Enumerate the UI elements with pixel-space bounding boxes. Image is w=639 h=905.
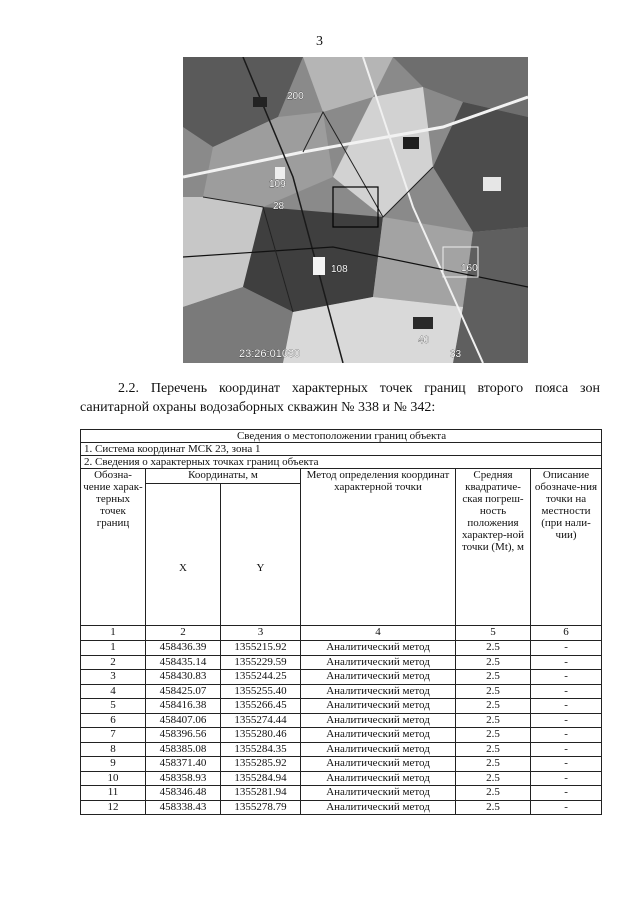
method: Аналитический метод	[301, 800, 456, 815]
description: -	[531, 699, 602, 714]
coordinate-system-row	[81, 443, 602, 456]
table-row	[81, 655, 602, 670]
table-title: Сведения о местоположении границ объекта	[81, 430, 602, 443]
table-row	[81, 699, 602, 714]
point-number: 11	[81, 786, 146, 801]
coord-x: 458385.08	[146, 742, 221, 757]
coord-x: 458430.83	[146, 670, 221, 685]
accuracy: 2.5	[456, 713, 531, 728]
point-number: 2	[81, 655, 146, 670]
table-row	[81, 757, 602, 772]
accuracy: 2.5	[456, 641, 531, 656]
header-accuracy: Средняя квадратиче-ская погреш-ность положения характер-ной точки (Mt), м	[456, 469, 531, 626]
accuracy: 2.5	[456, 757, 531, 772]
header-designation: Обозна-чение харак-терных точек границ	[81, 469, 146, 626]
point-number: 9	[81, 757, 146, 772]
coord-x: 458396.56	[146, 728, 221, 743]
parcel-label: 160	[461, 263, 478, 274]
table-row	[81, 786, 602, 801]
method: Аналитический метод	[301, 728, 456, 743]
coord-x: 458358.93	[146, 771, 221, 786]
description: -	[531, 684, 602, 699]
coord-x: 458346.48	[146, 786, 221, 801]
coord-x: 458371.40	[146, 757, 221, 772]
header-description: Описание обозначе-ния точки на местности (при нали-чии)	[531, 469, 602, 626]
cadastral-number-label: 23:26:01030	[239, 348, 301, 360]
point-number: 10	[81, 771, 146, 786]
coord-y: 1355284.94	[221, 771, 301, 786]
header-coordinates: Координаты, м	[146, 469, 301, 484]
method: Аналитический метод	[301, 670, 456, 685]
method: Аналитический метод	[301, 641, 456, 656]
point-number: 5	[81, 699, 146, 714]
accuracy: 2.5	[456, 742, 531, 757]
coord-x: 458435.14	[146, 655, 221, 670]
coord-x: 458425.07	[146, 684, 221, 699]
table-row	[81, 742, 602, 757]
method: Аналитический метод	[301, 771, 456, 786]
table-row	[81, 713, 602, 728]
aerial-map-image	[183, 57, 528, 363]
coord-y: 1355266.45	[221, 699, 301, 714]
method: Аналитический метод	[301, 655, 456, 670]
accuracy: 2.5	[456, 684, 531, 699]
coord-y: 1355229.59	[221, 655, 301, 670]
header-y: Y	[221, 484, 301, 626]
coord-x: 458338.43	[146, 800, 221, 815]
coord-x: 458407.06	[146, 713, 221, 728]
table-body	[81, 641, 602, 815]
coord-y: 1355244.25	[221, 670, 301, 685]
description: -	[531, 786, 602, 801]
method: Аналитический метод	[301, 757, 456, 772]
table-row	[81, 670, 602, 685]
column-number-row	[81, 626, 602, 641]
coord-y: 1355285.92	[221, 757, 301, 772]
coord-y: 1355280.46	[221, 728, 301, 743]
header-x: X	[146, 484, 221, 626]
points-info-row	[81, 456, 602, 469]
description: -	[531, 655, 602, 670]
header-method: Метод определения координат характерной точки	[301, 469, 456, 626]
description: -	[531, 771, 602, 786]
accuracy: 2.5	[456, 655, 531, 670]
parcel-label: 200	[287, 91, 304, 102]
table-row	[81, 800, 602, 815]
column-number: 5	[456, 626, 531, 641]
header-row	[81, 469, 602, 484]
parcel-label: 28	[273, 201, 285, 212]
table-row	[81, 771, 602, 786]
coordinate-system: 1. Система координат МСК 23, зона 1	[81, 443, 602, 456]
method: Аналитический метод	[301, 713, 456, 728]
method: Аналитический метод	[301, 742, 456, 757]
column-number: 1	[81, 626, 146, 641]
coordinates-table	[80, 429, 602, 815]
parcel-label: 33	[450, 349, 462, 360]
coord-y: 1355255.40	[221, 684, 301, 699]
accuracy: 2.5	[456, 800, 531, 815]
coord-x: 458436.39	[146, 641, 221, 656]
description: -	[531, 713, 602, 728]
description: -	[531, 641, 602, 656]
description: -	[531, 742, 602, 757]
point-number: 1	[81, 641, 146, 656]
accuracy: 2.5	[456, 670, 531, 685]
column-number: 6	[531, 626, 602, 641]
coord-y: 1355281.94	[221, 786, 301, 801]
point-number: 12	[81, 800, 146, 815]
method: Аналитический метод	[301, 786, 456, 801]
column-number: 3	[221, 626, 301, 641]
parcel-label: 108	[331, 264, 348, 275]
method: Аналитический метод	[301, 684, 456, 699]
point-number: 7	[81, 728, 146, 743]
point-number: 3	[81, 670, 146, 685]
accuracy: 2.5	[456, 699, 531, 714]
table-row	[81, 684, 602, 699]
coord-y: 1355274.44	[221, 713, 301, 728]
parcel-label: 109	[269, 179, 286, 190]
method: Аналитический метод	[301, 699, 456, 714]
page-number: 3	[316, 34, 323, 49]
points-info: 2. Сведения о характерных точках границ объекта	[81, 456, 602, 469]
point-number: 8	[81, 742, 146, 757]
column-number: 2	[146, 626, 221, 641]
point-number: 6	[81, 713, 146, 728]
coord-y: 1355284.35	[221, 742, 301, 757]
parcel-label: 40	[418, 335, 430, 346]
table-row	[81, 728, 602, 743]
aerial-photo-svg	[183, 57, 528, 363]
description: -	[531, 728, 602, 743]
table-title-row	[81, 430, 602, 443]
coord-y: 1355278.79	[221, 800, 301, 815]
coord-y: 1355215.92	[221, 641, 301, 656]
description: -	[531, 670, 602, 685]
coord-x: 458416.38	[146, 699, 221, 714]
accuracy: 2.5	[456, 786, 531, 801]
description: -	[531, 757, 602, 772]
point-number: 4	[81, 684, 146, 699]
column-number: 4	[301, 626, 456, 641]
section-heading: 2.2. Перечень координат характерных точек границ второго пояса зон санитарной охраны водозаборных скважин № 338 и № 342:	[80, 381, 600, 415]
accuracy: 2.5	[456, 771, 531, 786]
table-row	[81, 641, 602, 656]
accuracy: 2.5	[456, 728, 531, 743]
description: -	[531, 800, 602, 815]
